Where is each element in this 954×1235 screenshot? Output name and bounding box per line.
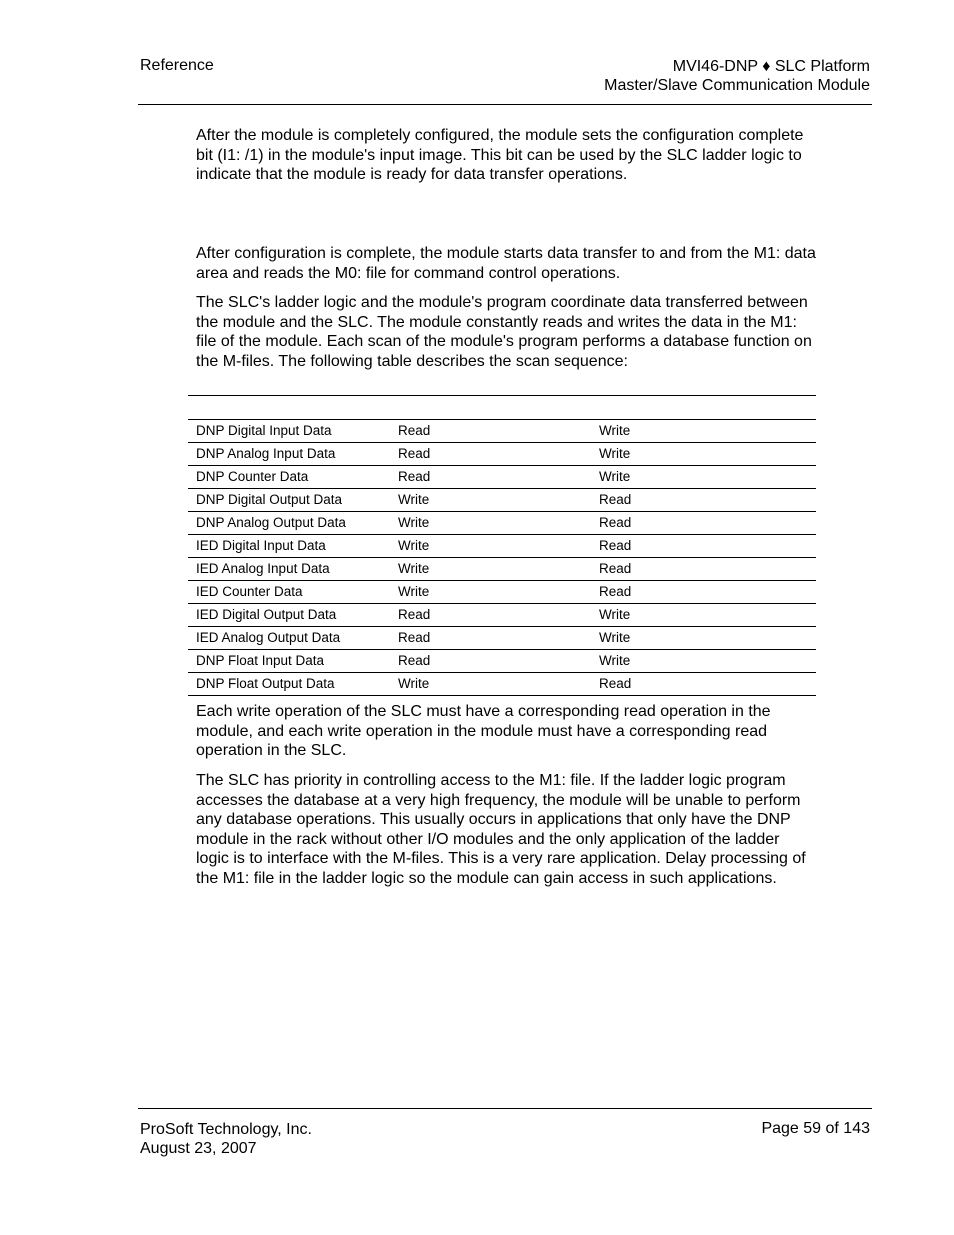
table-body (188, 420, 816, 696)
cell-module-operation: Read (599, 584, 632, 599)
table-row (188, 466, 816, 489)
paragraph-write-read: Each write operation of the SLC must have a corresponding read operation in the module, and each write operation in the module must have a corresponding read operation in the SLC. (196, 703, 771, 760)
cell-slc-operation: Read (398, 423, 431, 438)
table-row (188, 558, 816, 581)
footer-left (140, 1120, 312, 1158)
cell-slc-operation: Write (398, 584, 430, 599)
footer-company: ProSoft Technology, Inc. (140, 1121, 312, 1138)
cell-data-type: DNP Counter Data (196, 469, 309, 484)
cell-data-type: DNP Analog Output Data (196, 515, 346, 530)
cell-data-type: DNP Float Input Data (196, 653, 325, 668)
table-row (188, 535, 816, 558)
cell-data-type: IED Analog Input Data (196, 561, 330, 576)
header-product-line2: Master/Slave Communication Module (604, 77, 870, 94)
cell-module-operation: Read (599, 561, 632, 576)
cell-module-operation: Read (599, 676, 632, 691)
scan-sequence-table (188, 395, 816, 696)
cell-data-type: IED Digital Output Data (196, 607, 337, 622)
cell-data-type: DNP Digital Input Data (196, 423, 332, 438)
cell-data-type: IED Digital Input Data (196, 538, 326, 553)
cell-data-type: DNP Float Output Data (196, 676, 335, 691)
cell-module-operation: Read (599, 538, 632, 553)
footer-divider (138, 1108, 872, 1109)
header-section-title: Reference (140, 57, 214, 74)
table-row (188, 489, 816, 512)
table-header-row (188, 396, 816, 420)
cell-data-type: DNP Digital Output Data (196, 492, 343, 507)
paragraph-data-transfer: After configuration is complete, the module starts data transfer to and from the M1: data area and reads the M0: file for command control operations. (196, 245, 816, 282)
cell-slc-operation: Write (398, 538, 430, 553)
table-row (188, 650, 816, 673)
table-row (188, 627, 816, 650)
cell-slc-operation: Write (398, 515, 430, 530)
cell-data-type: IED Counter Data (196, 584, 303, 599)
cell-slc-operation: Read (398, 607, 431, 622)
cell-slc-operation: Read (398, 446, 431, 461)
table-row (188, 673, 816, 696)
header-divider (138, 104, 872, 105)
cell-module-operation: Read (599, 515, 632, 530)
table-row (188, 443, 816, 466)
table-row (188, 581, 816, 604)
header-product-line1: MVI46-DNP ♦ SLC Platform (672, 58, 870, 75)
cell-module-operation: Write (599, 653, 631, 668)
paragraph-ladder-logic: The SLC's ladder logic and the module's program coordinate data transferred between the module and the SLC. The module constantly reads and writes the data in the M1: file of the module. Each scan of the module's program performs a database function on the M-files. The following table describes the scan sequence: (196, 294, 812, 370)
cell-module-operation: Write (599, 446, 631, 461)
table-row (188, 512, 816, 535)
cell-module-operation: Write (599, 423, 631, 438)
cell-module-operation: Read (599, 492, 632, 507)
cell-data-type: DNP Analog Input Data (196, 446, 336, 461)
table-row (188, 420, 816, 443)
footer-date: August 23, 2007 (140, 1140, 257, 1157)
cell-slc-operation: Write (398, 676, 430, 691)
cell-module-operation: Write (599, 630, 631, 645)
cell-slc-operation: Read (398, 653, 431, 668)
header-product (604, 57, 870, 95)
cell-slc-operation: Read (398, 469, 431, 484)
paragraph-config-complete: After the module is completely configured, the module sets the configuration complete bit (I1: /1) in the module's input image. This bit can be used by the SLC ladder logic to indicate that the module is ready for data transfer operations. (196, 127, 804, 184)
footer-page-number: Page 59 of 143 (761, 1120, 870, 1137)
cell-slc-operation: Read (398, 630, 431, 645)
cell-slc-operation: Write (398, 561, 430, 576)
cell-module-operation: Write (599, 607, 631, 622)
cell-data-type: IED Analog Output Data (196, 630, 341, 645)
cell-slc-operation: Write (398, 492, 430, 507)
cell-module-operation: Write (599, 469, 631, 484)
paragraph-priority: The SLC has priority in controlling access to the M1: file. If the ladder logic program accesses the database at a very high frequency, the module will be unable to perform any database operations. This usually occurs in applications that only have the DNP module in the rack without other I/O modules and the only application of the ladder logic is to interface with the M-files. This is a very rare application. Delay processing of the M1: file in the ladder logic so the module can gain access in such applications. (196, 772, 806, 887)
table-row (188, 604, 816, 627)
